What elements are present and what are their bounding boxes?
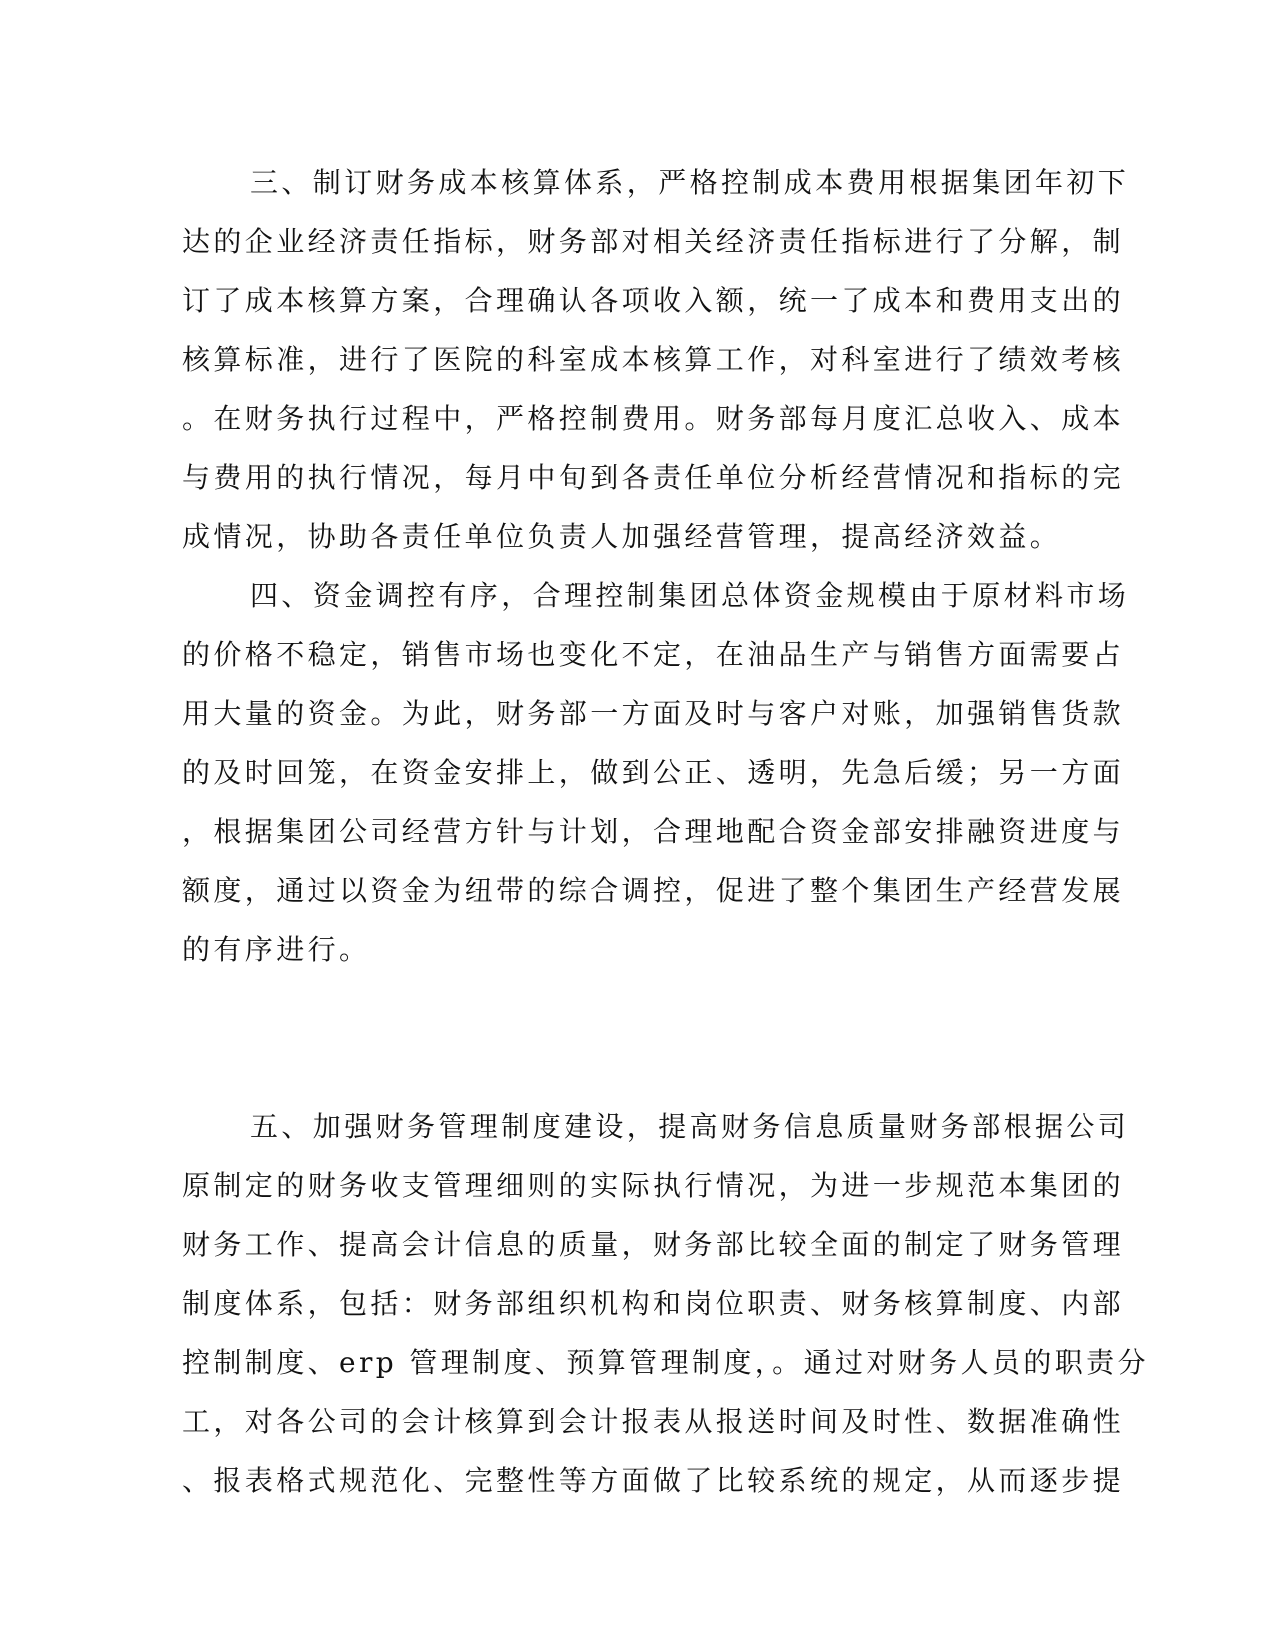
paragraph-management-system xyxy=(182,1097,1149,1510)
paragraph-line: 额度，通过以资金为纽带的综合调控，促进了整个集团生产经营发展 xyxy=(182,874,1125,907)
paragraph-line: 达的企业经济责任指标，财务部对相关经济责任指标进行了分解，制 xyxy=(182,225,1125,258)
paragraph-line: 成情况，协助各责任单位负责人加强经营管理，提高经济效益。 xyxy=(182,520,1062,553)
paragraph-line: 的价格不稳定，销售市场也变化不定，在油品生产与销售方面需要占 xyxy=(182,638,1125,671)
paragraph-line: 核算标准，进行了医院的科室成本核算工作，对科室进行了绩效考核 xyxy=(182,343,1125,376)
paragraph-line xyxy=(182,979,1032,1038)
paragraph-line: 的及时回笼，在资金安排上，做到公正、透明，先急后缓；另一方面 xyxy=(182,756,1125,789)
paragraph-line: 工，对各公司的会计核算到会计报表从报送时间及时性、数据准确性 xyxy=(182,1405,1125,1438)
paragraph-line: 的有序进行。 xyxy=(182,933,371,966)
paragraph-spacer xyxy=(182,1038,1032,1097)
paragraph-line: 原制定的财务收支管理细则的实际执行情况，为进一步规范本集团的 xyxy=(182,1169,1125,1202)
paragraph-fund-control xyxy=(182,566,1130,1038)
document-body xyxy=(182,153,1149,1510)
paragraph-line: 五、加强财务管理制度建设，提高财务信息质量财务部根据公司 xyxy=(250,1110,1130,1143)
paragraph-line: 控制制度、erp 管理制度、预算管理制度，。通过对财务人员的职责分 xyxy=(182,1346,1149,1379)
paragraph-line: 三、制订财务成本核算体系，严格控制成本费用根据集团年初下 xyxy=(250,166,1130,199)
paragraph-line: 财务工作、提高会计信息的质量，财务部比较全面的制定了财务管理 xyxy=(182,1228,1125,1261)
paragraph-cost-accounting xyxy=(182,153,1130,566)
paragraph-line: 、报表格式规范化、完整性等方面做了比较系统的规定，从而逐步提 xyxy=(182,1464,1125,1497)
paragraph-line: 制度体系，包括：财务部组织机构和岗位职责、财务核算制度、内部 xyxy=(182,1287,1125,1320)
paragraph-line: 。在财务执行过程中，严格控制费用。财务部每月度汇总收入、成本 xyxy=(182,402,1125,435)
paragraph-line: ，根据集团公司经营方针与计划，合理地配合资金部安排融资进度与 xyxy=(182,815,1125,848)
paragraph-line: 订了成本核算方案，合理确认各项收入额，统一了成本和费用支出的 xyxy=(182,284,1125,317)
paragraph-line: 用大量的资金。为此，财务部一方面及时与客户对账，加强销售货款 xyxy=(182,697,1125,730)
paragraph-line: 四、资金调控有序，合理控制集团总体资金规模由于原材料市场 xyxy=(250,579,1130,612)
paragraph-line: 与费用的执行情况，每月中旬到各责任单位分析经营情况和指标的完 xyxy=(182,461,1125,494)
